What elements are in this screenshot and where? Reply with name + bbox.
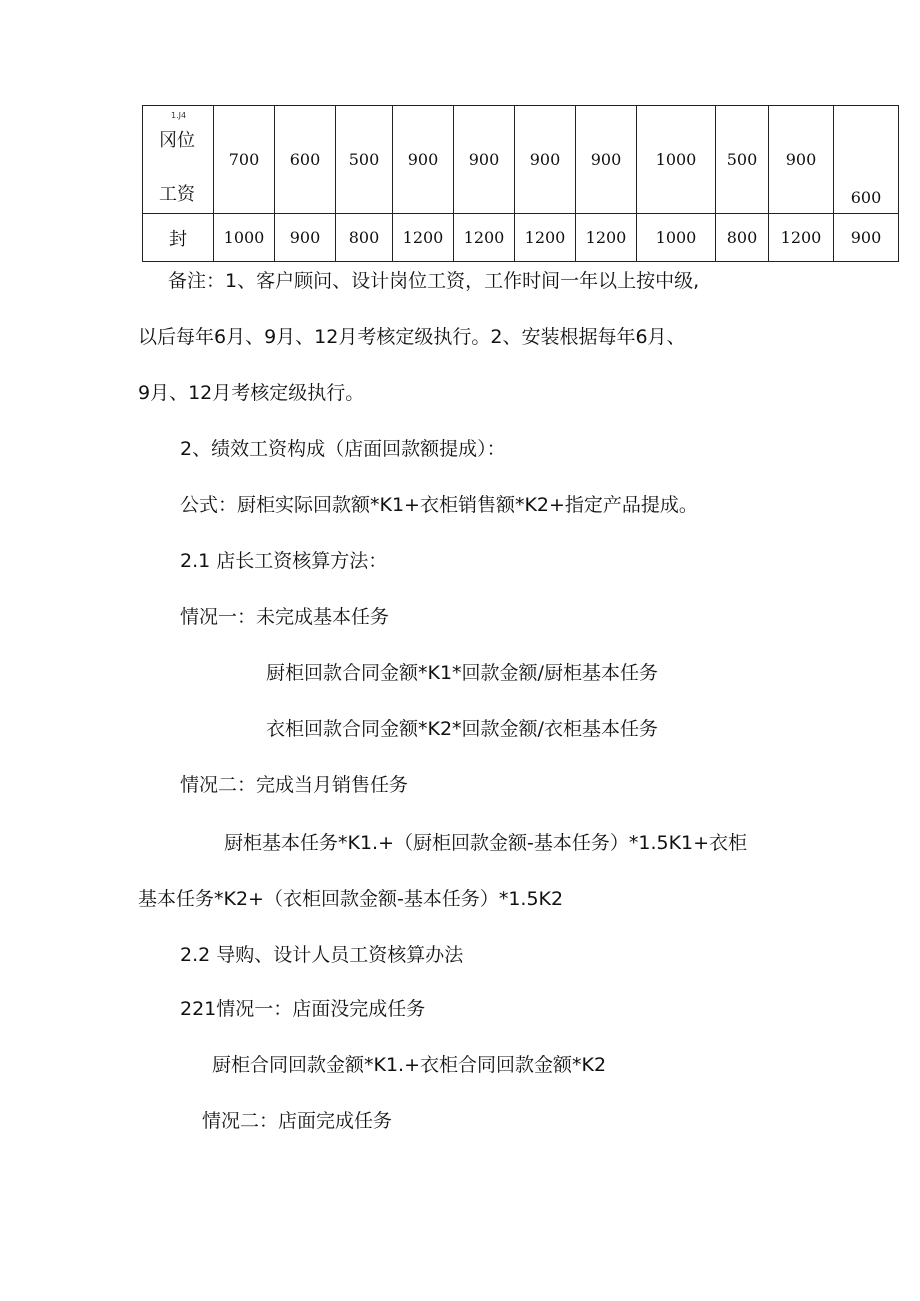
- table-cell: 900: [275, 214, 336, 262]
- wage-table: [142, 105, 899, 262]
- header-label-line1: 冈位: [159, 130, 195, 151]
- row-label-cell: 封: [143, 214, 214, 262]
- table-cell: 900: [393, 106, 454, 214]
- table-cell: 800: [716, 214, 769, 262]
- case-heading: 情况二：完成当月销售任务: [180, 774, 409, 796]
- formula-line: 公式：厨柜实际回款额*K1+衣柜销售额*K2+指定产品提成。: [180, 494, 698, 516]
- section-heading: 2.2 导购、设计人员工资核算办法: [180, 944, 464, 966]
- case-heading: 情况一：未完成基本任务: [180, 606, 390, 628]
- table-row: [143, 106, 899, 214]
- section-heading: 2.1 店长工资核算方法：: [180, 550, 388, 572]
- note-line: 备注：1、客户顾问、设计岗位工资，工作时间一年以上按中级,: [168, 270, 700, 292]
- table-cell: 900: [834, 214, 899, 262]
- note-line: 以后每年6月、9月、12月考核定级执行。2、安装根据每年6月、: [138, 326, 686, 348]
- header-small-text: 1.J4: [171, 111, 187, 120]
- section-heading: 2、绩效工资构成（店面回款额提成）：: [180, 438, 506, 460]
- table-cell: 600: [834, 106, 899, 214]
- table-cell: 1200: [515, 214, 576, 262]
- table-cell: 1200: [576, 214, 637, 262]
- table-cell: 800: [336, 214, 393, 262]
- table-cell: 900: [769, 106, 834, 214]
- row-header-cell: [143, 106, 214, 214]
- table-row: [143, 214, 899, 262]
- formula-line: 基本任务*K2+（衣柜回款金额-基本任务）*1.5K2: [138, 888, 564, 910]
- table-cell: 700: [214, 106, 275, 214]
- formula-line: 厨柜回款合同金额*K1*回款金额/厨柜基本任务: [266, 662, 658, 684]
- formula-line: 厨柜合同回款金额*K1.+衣柜合同回款金额*K2: [212, 1054, 607, 1076]
- table-cell: 900: [515, 106, 576, 214]
- table-cell: 500: [716, 106, 769, 214]
- table-cell: 900: [576, 106, 637, 214]
- table-cell: 900: [454, 106, 515, 214]
- formula-line: 衣柜回款合同金额*K2*回款金额/衣柜基本任务: [266, 718, 658, 740]
- case-heading: 情况二：店面完成任务: [202, 1110, 393, 1132]
- table-cell: 1000: [214, 214, 275, 262]
- table-cell: 1200: [769, 214, 834, 262]
- table-cell: 1200: [454, 214, 515, 262]
- header-label-line2: 工资: [159, 184, 195, 205]
- table-cell: 600: [275, 106, 336, 214]
- formula-line: 厨柜基本任务*K1.+（厨柜回款金额-基本任务）*1.5K1+衣柜: [224, 832, 748, 854]
- case-heading: 221情况一：店面没完成任务: [180, 998, 426, 1020]
- table-cell: 1000: [637, 214, 716, 262]
- table-cell: 500: [336, 106, 393, 214]
- note-line: 9月、12月考核定级执行。: [138, 382, 365, 404]
- table-cell: 1000: [637, 106, 716, 214]
- table-cell: 1200: [393, 214, 454, 262]
